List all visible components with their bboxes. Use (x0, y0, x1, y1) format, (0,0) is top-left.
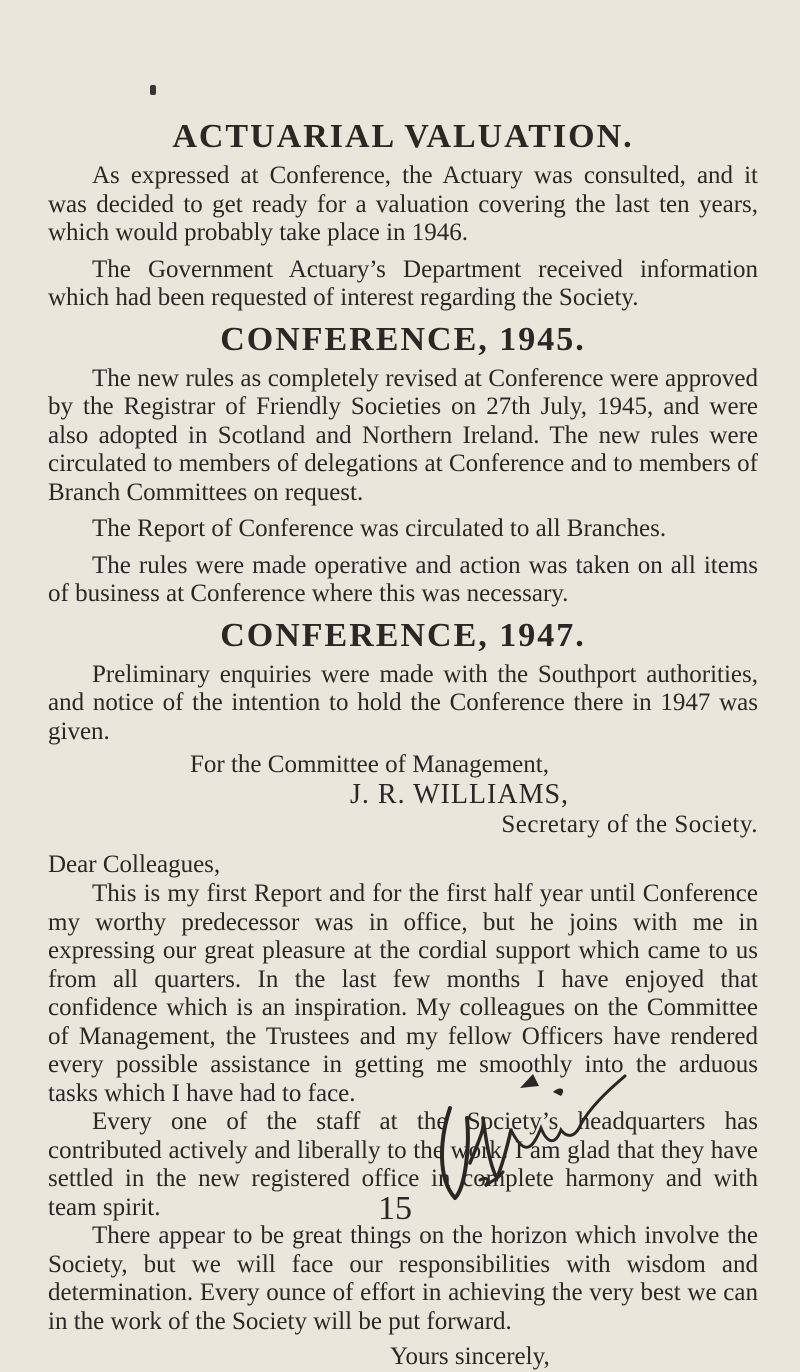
closing: Yours sincerely, (390, 1343, 550, 1370)
ink-mark (150, 85, 156, 95)
handwritten-signature (425, 1068, 645, 1208)
heading-actuarial-valuation: ACTUARIAL VALUATION. (172, 118, 634, 155)
paragraph: The Government Actuary’s Department received information which had been requested of interest regarding the Society. (48, 255, 758, 311)
salutation: Dear Colleagues, (48, 851, 221, 878)
letter-paragraph: Every one of the staff at the Society’s headquarters has contributed actively and liberally to the work. I am glad that they have settled in the new registered office in complete harmony and with team spirit. (48, 1108, 758, 1221)
secretary-title: Secretary of the Society. (501, 811, 758, 838)
paragraph: The rules were made operative and action was taken on all items of business at Conference where this was necessary. (48, 551, 758, 607)
paragraph: As expressed at Conference, the Actuary was consulted, and it was decided to get ready for a valuation covering the last ten years, which would probably take place in 1946. (48, 162, 758, 246)
letter-paragraph: This is my first Report and for the first half year until Conference my worthy predecessor was in office, but he joins with me in expressing our great pleasure at the cordial support which came to us from all quarters. In the last few months I have enjoyed that confidence which is an inspiration. My colleagues on the Committee of Management, the Trustees and my fellow Officers have rendered every possible assistance in getting me smoothly into the arduous tasks which I have had to face. (48, 880, 758, 1107)
heading-conference-1945: CONFERENCE, 1945. (220, 320, 586, 358)
paragraph: The Report of Conference was circulated to all Branches. (92, 515, 667, 542)
letter-paragraph: There appear to be great things on the horizon which involve the Society, but we will face our responsibilities with wisdom and determination. Every ounce of effort in achieving the very best we can in the work of the Society will be put forward. (48, 1222, 758, 1335)
heading-conference-1947: CONFERENCE, 1947. (220, 616, 586, 654)
paragraph: Preliminary enquiries were made with the Southport authorities, and notice of the intention to hold the Conference there in 1947 was given. (48, 660, 758, 745)
page-number: 15 (378, 1190, 412, 1227)
paragraph: The new rules as completely revised at Conference were approved by the Registrar of Friendly Societies on 27th July, 1945, and were also adopted in Scotland and Northern Ireland. The new rules were circulated to members of delegations at Conference and to members of Branch Committees on request. (48, 364, 758, 506)
secretary-name: J. R. WILLIAMS, (350, 779, 570, 810)
committee-signoff: For the Committee of Management, (190, 751, 549, 778)
